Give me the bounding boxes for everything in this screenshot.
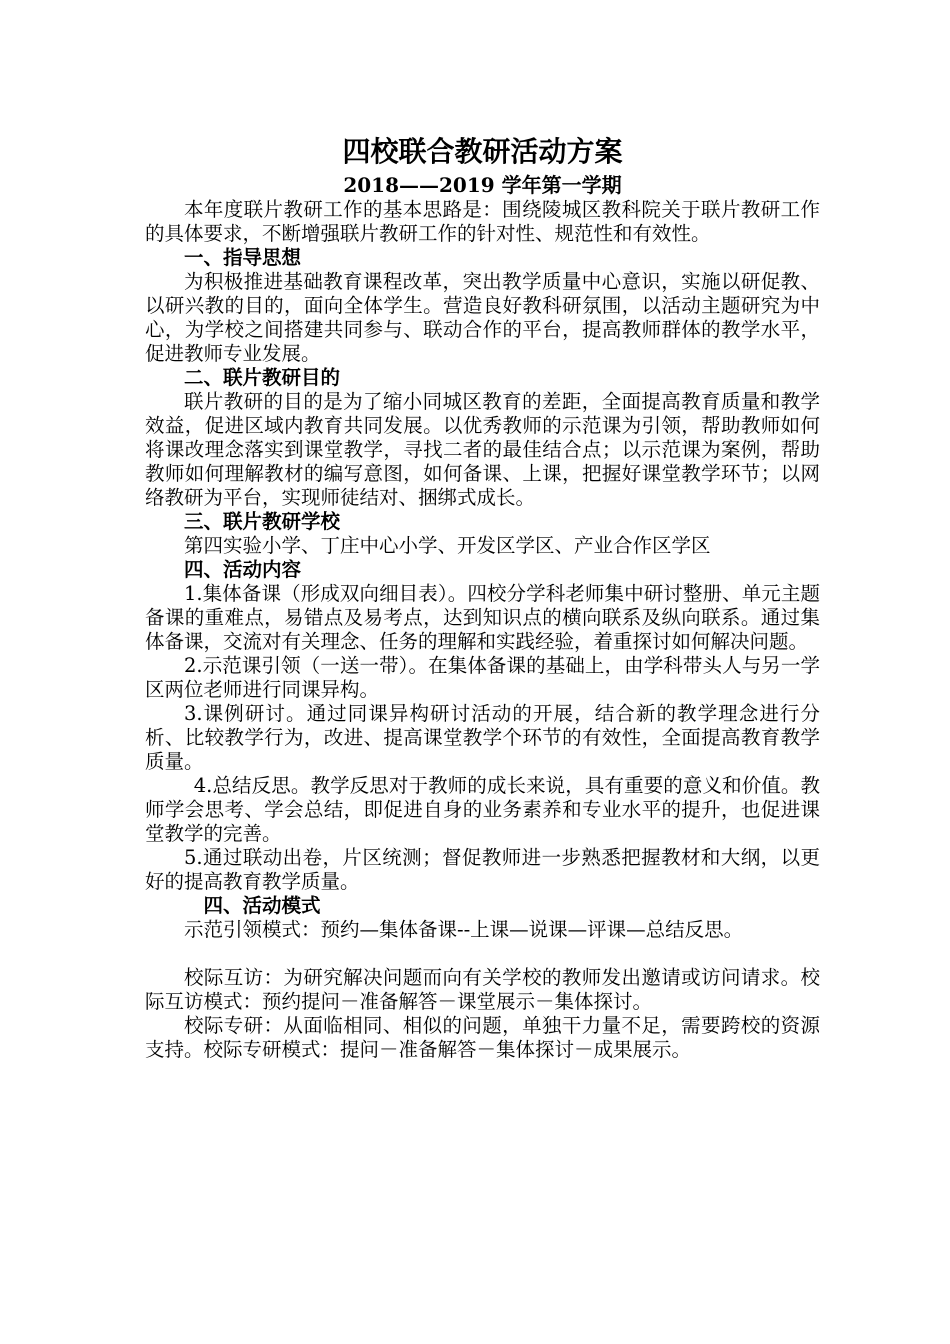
document-page: [145, 132, 820, 1062]
section-heading-schools: 三、联片教研学校: [184, 510, 341, 533]
section-heading-guiding-thought: 一、指导思想: [184, 246, 302, 269]
purpose-paragraph: 联片教研的目的是为了缩小同城区教育的差距，全面提高教育质量和教学效益，促进区域内教育共同发展。以优秀教师的示范课为引领，帮助教师如何将课改理念落实到课堂教学，寻找二者的最佳结合点；以示范课为案例，帮助教师如何理解教材的编写意图，如何备课、上课，把握好课堂教学环节；以网络教研为平台，实现师徒结对、捆绑式成长。: [145, 390, 820, 509]
activity-item-1: 1.集体备课（形成双向细目表）。四校分学科老师集中研讨整册、单元主题备课的重难点，易错点及易考点，达到知识点的横向联系及纵向联系。通过集体备课，交流对有关理念、任务的理解和实践经验，着重探讨如何解决问题。: [145, 582, 820, 653]
section-heading-activity-content: 四、活动内容: [184, 558, 302, 581]
document-title: 四校联合教研活动方案: [342, 135, 623, 168]
document-subtitle: 2018——2019 学年第一学期: [343, 173, 622, 197]
mode-inter-school-research: 校际专研：从面临相同、相似的问题，单独干力量不足，需要跨校的资源支持。校际专研模式：提问－准备解答－集体探讨－成果展示。: [145, 1014, 820, 1061]
activity-item-2: 2.示范课引领（一送一带）。在集体备课的基础上，由学科带头人与另一学区两位老师进行同课异构。: [145, 654, 820, 701]
intro-paragraph: 本年度联片教研工作的基本思路是：围绕陵城区教科院关于联片教研工作的具体要求，不断增强联片教研工作的针对性、规范性和有效性。: [145, 198, 820, 245]
section-heading-purpose: 二、联片教研目的: [184, 366, 341, 389]
activity-item-5: 5.通过联动出卷，片区统测；督促教师进一步熟悉把握教材和大纲，以更好的提高教育教学质量。: [145, 846, 820, 893]
schools-paragraph: 第四实验小学、丁庄中心小学、开发区学区、产业合作区学区: [184, 534, 711, 557]
blank-line: [145, 942, 820, 966]
guiding-thought-paragraph: 为积极推进基础教育课程改革，突出教学质量中心意识，实施以研促教、以研兴教的目的，面向全体学生。营造良好教科研氛围，以活动主题研究为中心，为学校之间搭建共同参与、联动合作的平台，提高教师群体的教学水平，促进教师专业发展。: [145, 270, 820, 365]
activity-item-3: 3.课例研讨。通过同课异构研讨活动的开展，结合新的教学理念进行分析、比较教学行为，改进、提高课堂教学个环节的有效性，全面提高教育教学质量。: [145, 702, 820, 773]
mode-inter-school-visit: 校际互访：为研究解决问题而向有关学校的教师发出邀请或访问请求。校际互访模式：预约提问－准备解答－课堂展示－集体探讨。: [145, 966, 820, 1013]
mode-demonstration: 示范引领模式：预约—集体备课--上课—说课—评课—总结反思。: [184, 918, 744, 941]
activity-item-4: 4.总结反思。教学反思对于教师的成长来说，具有重要的意义和价值。教师学会思考、学会总结，即促进自身的业务素养和专业水平的提升，也促进课堂教学的完善。: [145, 774, 820, 845]
section-heading-activity-mode: 四、活动模式: [203, 894, 321, 917]
